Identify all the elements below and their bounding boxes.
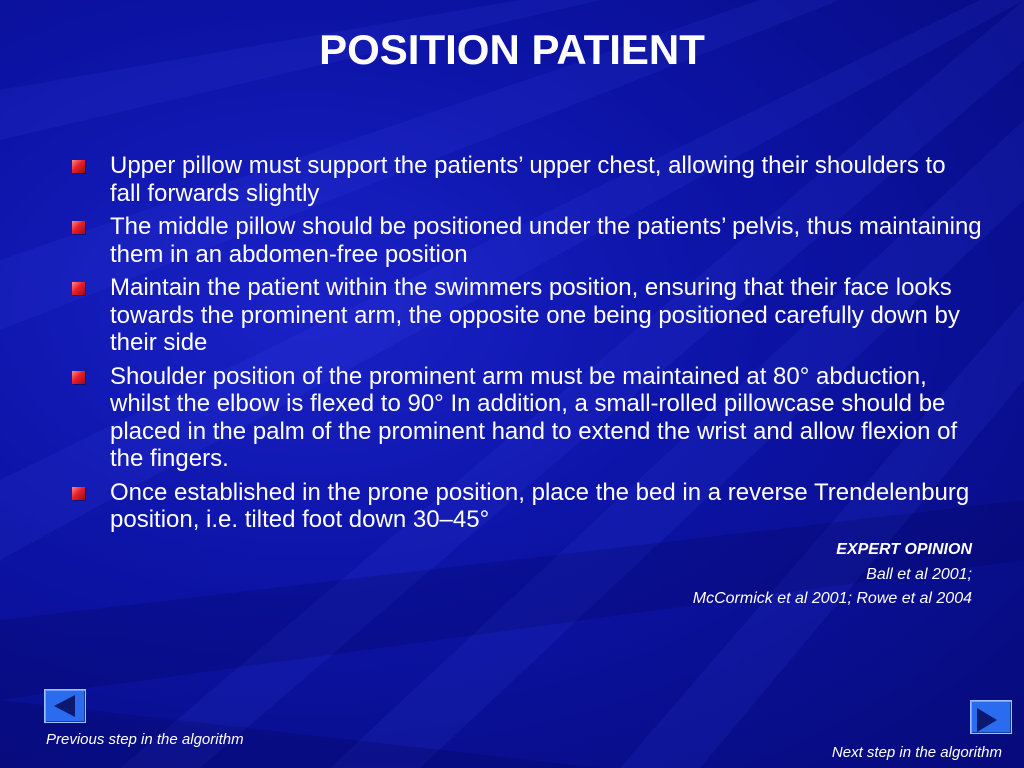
bullet-text: The middle pillow should be positioned under the patients’ pelvis, thus maintaining them in an abdomen-free position [110,213,982,268]
left-arrow-icon [45,690,85,722]
list-item [72,274,982,357]
slide-title: POSITION PATIENT [319,26,705,73]
list-item [72,152,982,207]
list-item [72,479,982,534]
bullet-text: Maintain the patient within the swimmers position, ensuring that their face looks towards the prominent arm, the opposite one being positioned carefully down by their side [110,274,960,356]
citation-line-1: Ball et al 2001; [866,565,972,583]
square-bullet-icon [72,221,85,234]
bullet-text: Once established in the prone position, place the bed in a reverse Trendelenburg position, i.e. tilted foot down 30–45° [110,478,970,533]
square-bullet-icon [72,282,85,295]
bullet-text: Shoulder position of the prominent arm must be maintained at 80° abduction, whilst the elbow is flexed to 90° In addition, a small-rolled pillowcase should be placed in the palm of the prominent hand to extend the wrist and allow flexion of the fingers. [110,362,958,472]
bullet-list [72,152,982,540]
list-item [72,363,982,473]
previous-step-button[interactable] [44,689,86,723]
square-bullet-icon [72,160,85,173]
previous-step-link[interactable]: Previous step in the algorithm [46,731,244,748]
square-bullet-icon [72,487,85,500]
right-arrow-icon [971,701,1003,739]
next-step-button[interactable] [970,700,1012,734]
bullet-text: Upper pillow must support the patients’ upper chest, allowing their shoulders to fall forwards slightly [110,152,946,207]
citation-line-2: McCormick et al 2001; Rowe et al 2004 [692,590,972,607]
square-bullet-icon [72,371,85,384]
list-item [72,213,982,268]
citation-heading: EXPERT OPINION [836,541,972,558]
next-step-link[interactable]: Next step in the algorithm [831,744,1002,761]
citation-block [693,538,972,612]
